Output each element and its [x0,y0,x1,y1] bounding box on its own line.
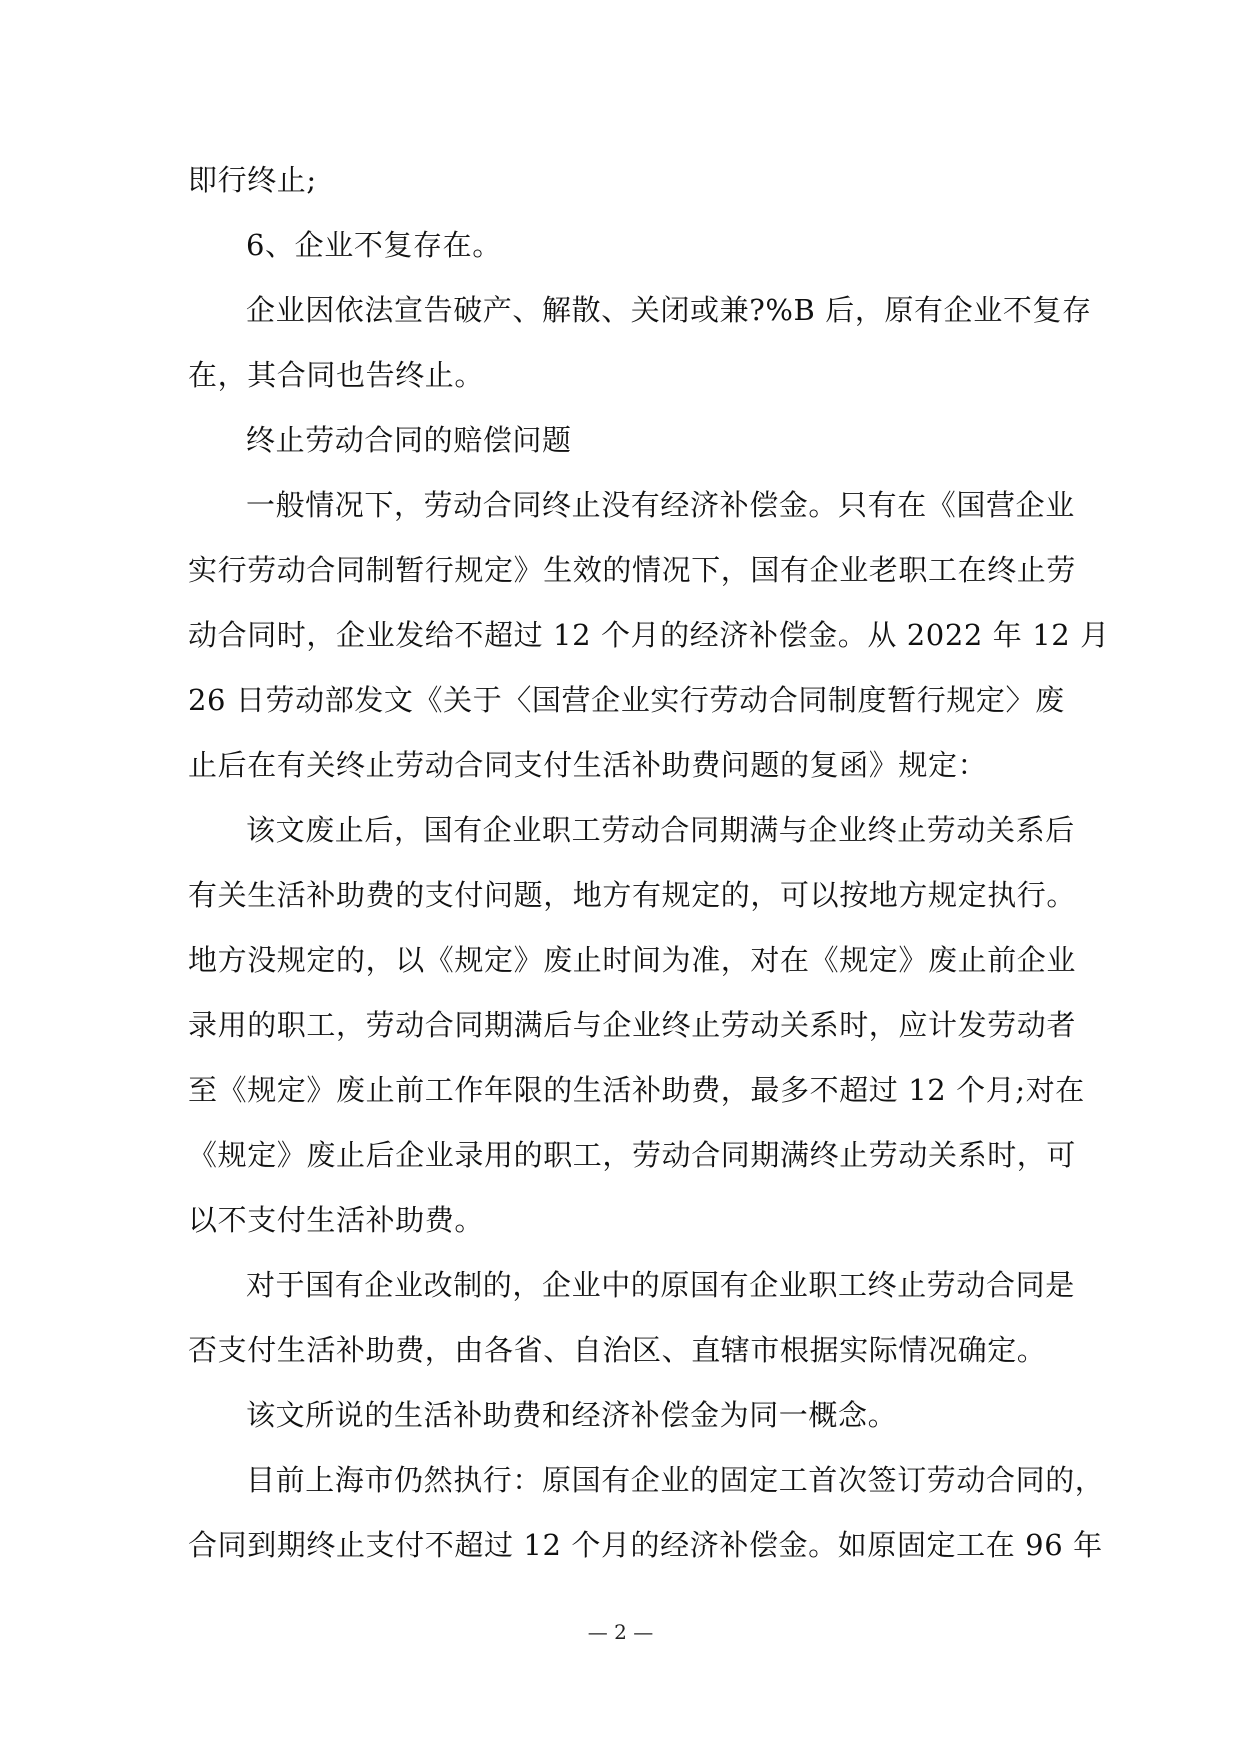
text-line: 对于国有企业改制的，企业中的原国有企业职工终止劳动合同是 [246,1268,1075,1302]
text-line: 即行终止; [188,163,317,197]
text-line: 26 日劳动部发文《关于〈国营企业实行劳动合同制度暂行规定〉废 [188,683,1065,717]
text-line: 在，其合同也告终止。 [188,358,485,392]
text-line: 至《规定》废止前工作年限的生活补助费，最多不超过 12 个月;对在 [188,1073,1085,1107]
text-line: 以不支付生活补助费。 [188,1203,485,1237]
text-line: 该文所说的生活补助费和经济补偿金为同一概念。 [246,1398,898,1432]
text-line: 否支付生活补助费，由各省、自治区、直辖市根据实际情况确定。 [188,1333,1047,1367]
text-line: 终止劳动合同的赔偿问题 [246,423,572,457]
text-line: 一般情况下，劳动合同终止没有经济补偿金。只有在《国营企业 [246,488,1075,522]
text-line: 目前上海市仍然执行：原国有企业的固定工首次签订劳动合同的， [246,1463,1105,1497]
text-line: 合同到期终止支付不超过 12 个月的经济补偿金。如原固定工在 96 年 [188,1528,1103,1562]
text-line: 有关生活补助费的支付问题，地方有规定的，可以按地方规定执行。 [188,878,1077,912]
text-line: 企业因依法宣告破产、解散、关闭或兼?%B 后，原有企业不复存 [246,293,1092,327]
text-line: 止后在有关终止劳动合同支付生活补助费问题的复函》规定： [188,748,988,782]
text-line: 《规定》废止后企业录用的职工，劳动合同期满终止劳动关系时，可 [188,1138,1077,1172]
text-line: 动合同时，企业发给不超过 12 个月的经济补偿金。从 2022 年 12 月 [188,618,1110,652]
text-line: 该文废止后，国有企业职工劳动合同期满与企业终止劳动关系后 [246,813,1075,847]
text-line: 录用的职工，劳动合同期满后与企业终止劳动关系时，应计发劳动者 [188,1008,1077,1042]
text-line: 地方没规定的，以《规定》废止时间为准，对在《规定》废止前企业 [188,943,1077,977]
page-number: — 2 — [587,1620,654,1644]
text-line: 实行劳动合同制暂行规定》生效的情况下，国有企业老职工在终止劳 [188,553,1077,587]
text-line: 6、企业不复存在。 [246,228,502,262]
document-body [188,148,1110,1578]
